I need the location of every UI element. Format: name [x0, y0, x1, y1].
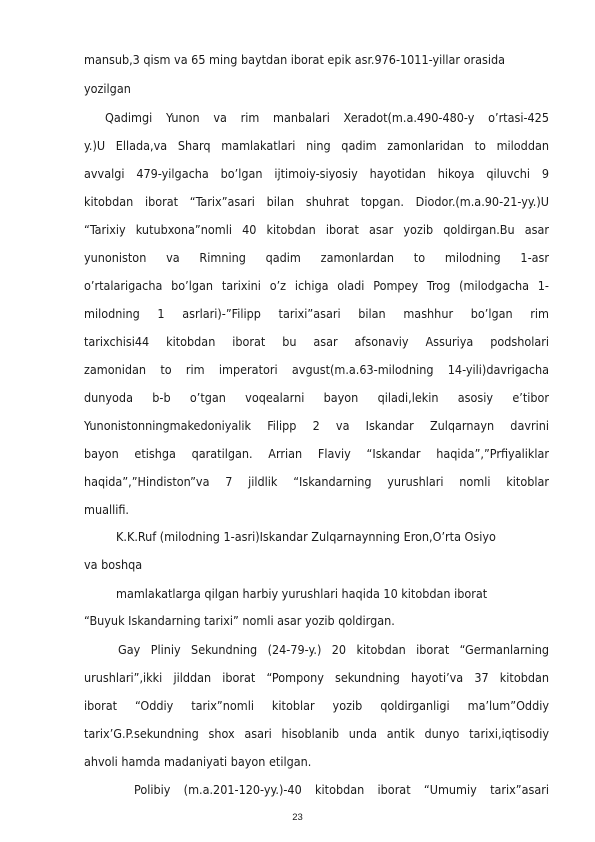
- text-line: tarix’G.P.sekundning shox asari hisoblanib unda antik dunyo tarixi,iqtisodiy: [84, 726, 549, 741]
- text-line: mamlakatlarga qilgan harbiy yurushlari haqida 10 kitobdan iborat: [116, 586, 488, 601]
- text-line: tarixchisi44 kitobdan iborat bu asar afsonaviy Assuriya podsholari: [84, 334, 549, 349]
- text-line: K.K.Ruf (milodning 1-asri)Iskandar Zulqarnaynning Eron,O’rta Osiyo: [116, 529, 496, 544]
- text-line: mansub,3 qism va 65 ming baytdan iborat epik asr.976-1011-yillar orasida: [84, 52, 505, 67]
- page-number: 23: [292, 812, 303, 823]
- text-line: va boshqa: [84, 557, 143, 572]
- text-line: y.)U Ellada,va Sharq mamlakatlari ning qadim zamonlaridan to miloddan: [84, 138, 549, 153]
- text-line: o’rtalarigacha bo’lgan tarixini o’z ichiga oladi Pompey Trog (milodgacha 1-: [84, 278, 549, 293]
- paragraph-first-line: Qadimgi Yunon va rim manbalari Xeradot(m.a.490-480-y o’rtasi-425: [105, 110, 549, 125]
- text-line: haqida”,”Hindiston”va 7 jildlik “Iskandarning yurushlari nomli kitoblar: [84, 474, 549, 489]
- paragraph-first-line: Polibiy (m.a.201-120-yy.)-40 kitobdan iborat “Umumiy tarix”asari: [134, 782, 549, 797]
- text-line: muallifi.: [84, 502, 130, 517]
- text-line: milodning 1 asrlari)-”Filipp tarixi”asari bilan mashhur bo’lgan rim: [84, 306, 549, 321]
- text-line: urushlari”,ikki jilddan iborat “Pompony sekundning hayoti’va 37 kitobdan: [84, 670, 549, 685]
- text-line: Yunonistonningmakedoniyalik Filipp 2 va Iskandar Zulqarnayn davrini: [84, 418, 549, 433]
- text-line: iborat “Oddiy tarix”nomli kitoblar yozib qoldirganligi ma’lum”Oddiy: [84, 698, 549, 713]
- text-line: “Buyuk Iskandarning tarixi” nomli asar yozib qoldirgan.: [84, 613, 395, 628]
- text-line: zamonidan to rim imperatori avgust(m.a.63-milodning 14-yili)davrigacha: [84, 362, 549, 377]
- text-line: yozilgan: [84, 81, 131, 96]
- text-line: avvalgi 479-yilgacha bo’lgan ijtimoiy-siyosiy hayotidan hikoya qiluvchi 9: [84, 166, 549, 181]
- text-line: yunoniston va Rimning qadim zamonlardan to milodning 1-asr: [84, 250, 549, 265]
- text-line: kitobdan iborat “Tarix”asari bilan shuhrat topgan. Diodor.(m.a.90-21-yy.)U: [84, 194, 549, 209]
- text-line: bayon etishga qaratilgan. Arrian Flaviy “Iskandar haqida”,”Prfiyaliklar: [84, 446, 549, 461]
- text-line: “Tarixiy kutubxona”nomli 40 kitobdan iborat asar yozib qoldirgan.Bu asar: [84, 222, 549, 237]
- text-line: ahvoli hamda madaniyati bayon etilgan.: [84, 754, 312, 769]
- text-line: dunyoda b-b o’tgan voqealarni bayon qiladi,lekin asosiy e’tibor: [84, 390, 549, 405]
- paragraph-first-line: Gay Pliniy Sekundning (24-79-y.) 20 kitobdan iborat “Germanlarning: [118, 642, 549, 657]
